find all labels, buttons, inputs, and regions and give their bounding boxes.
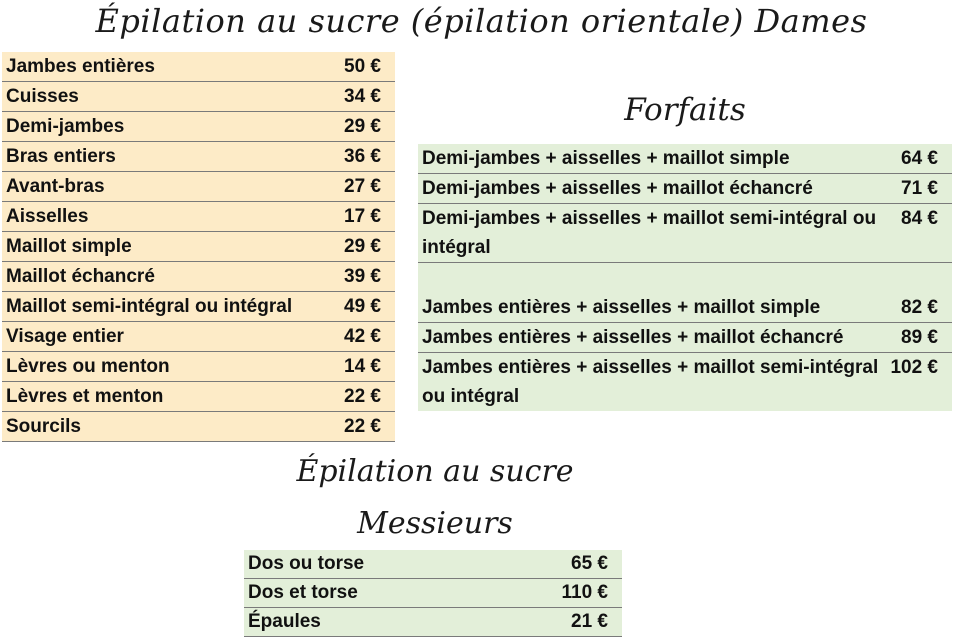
service-name: Demi-jambes <box>2 112 332 142</box>
forfait-name: Jambes entières + aisselles + maillot échancré <box>418 323 886 353</box>
service-price: 110 € <box>532 579 622 608</box>
forfait-name: Demi-jambes + aisselles + maillot échancré <box>418 174 886 204</box>
service-price: 17 € <box>332 202 395 232</box>
service-name: Maillot échancré <box>2 262 332 292</box>
service-price: 50 € <box>332 52 395 82</box>
service-name: Cuisses <box>2 82 332 112</box>
table-row <box>2 232 395 262</box>
table-row <box>418 174 952 204</box>
service-name: Dos et torse <box>244 579 532 608</box>
table-row <box>418 323 952 353</box>
service-price: 36 € <box>332 142 395 172</box>
women-price-table <box>2 52 395 442</box>
table-row <box>244 550 622 579</box>
men-price-table <box>244 550 622 637</box>
forfait-name: Jambes entières + aisselles + maillot simple <box>418 293 886 323</box>
men-title-line1: Épilation au sucre <box>296 454 574 489</box>
table-row <box>244 579 622 608</box>
page-title: Épilation au sucre (épilation orientale) Dames <box>95 2 868 40</box>
service-price: 22 € <box>332 412 395 442</box>
forfait-price: 71 € <box>886 174 952 204</box>
service-price: 34 € <box>332 82 395 112</box>
forfaits-table <box>418 144 952 411</box>
forfaits-title: Forfaits <box>624 92 746 128</box>
forfait-price: 64 € <box>886 144 952 174</box>
table-row <box>2 142 395 172</box>
forfait-name: Demi-jambes + aisselles + maillot semi-intégral ou intégral <box>418 204 886 263</box>
service-price: 22 € <box>332 382 395 412</box>
service-price: 49 € <box>332 292 395 322</box>
forfait-name: Jambes entières + aisselles + maillot semi-intégral ou intégral <box>422 357 879 407</box>
table-row <box>2 112 395 142</box>
service-name: Lèvres ou menton <box>2 352 332 382</box>
table-row <box>2 172 395 202</box>
service-price: 65 € <box>532 550 622 579</box>
table-row <box>2 292 395 322</box>
service-name: Visage entier <box>2 322 332 352</box>
table-row <box>2 352 395 382</box>
service-name: Jambes entières <box>2 52 332 82</box>
forfait-price: 102 € <box>890 357 938 378</box>
service-price: 21 € <box>532 608 622 637</box>
service-name: Sourcils <box>2 412 332 442</box>
table-row <box>2 382 395 412</box>
forfait-price: 89 € <box>886 323 952 353</box>
men-title-line2: Messieurs <box>357 506 513 541</box>
table-row <box>418 204 952 263</box>
table-row <box>2 52 395 82</box>
service-name: Épaules <box>244 608 532 637</box>
forfait-name: Demi-jambes + aisselles + maillot simple <box>418 144 886 174</box>
service-name: Maillot simple <box>2 232 332 262</box>
service-price: 29 € <box>332 112 395 142</box>
service-name: Maillot semi-intégral ou intégral <box>2 292 332 322</box>
table-row <box>2 262 395 292</box>
service-name: Dos ou torse <box>244 550 532 579</box>
service-price: 29 € <box>332 232 395 262</box>
table-row <box>418 144 952 174</box>
service-name: Avant-bras <box>2 172 332 202</box>
table-spacer <box>418 263 952 294</box>
table-row <box>2 202 395 232</box>
table-row <box>2 82 395 112</box>
table-row <box>2 412 395 442</box>
service-name: Bras entiers <box>2 142 332 172</box>
service-price: 39 € <box>332 262 395 292</box>
service-price: 27 € <box>332 172 395 202</box>
table-row <box>2 322 395 352</box>
table-row <box>244 608 622 637</box>
service-name: Aisselles <box>2 202 332 232</box>
forfait-price: 84 € <box>886 204 952 263</box>
service-name: Lèvres et menton <box>2 382 332 412</box>
table-row <box>418 293 952 323</box>
service-price: 42 € <box>332 322 395 352</box>
service-price: 14 € <box>332 352 395 382</box>
table-row <box>418 353 952 412</box>
forfait-price: 82 € <box>886 293 952 323</box>
